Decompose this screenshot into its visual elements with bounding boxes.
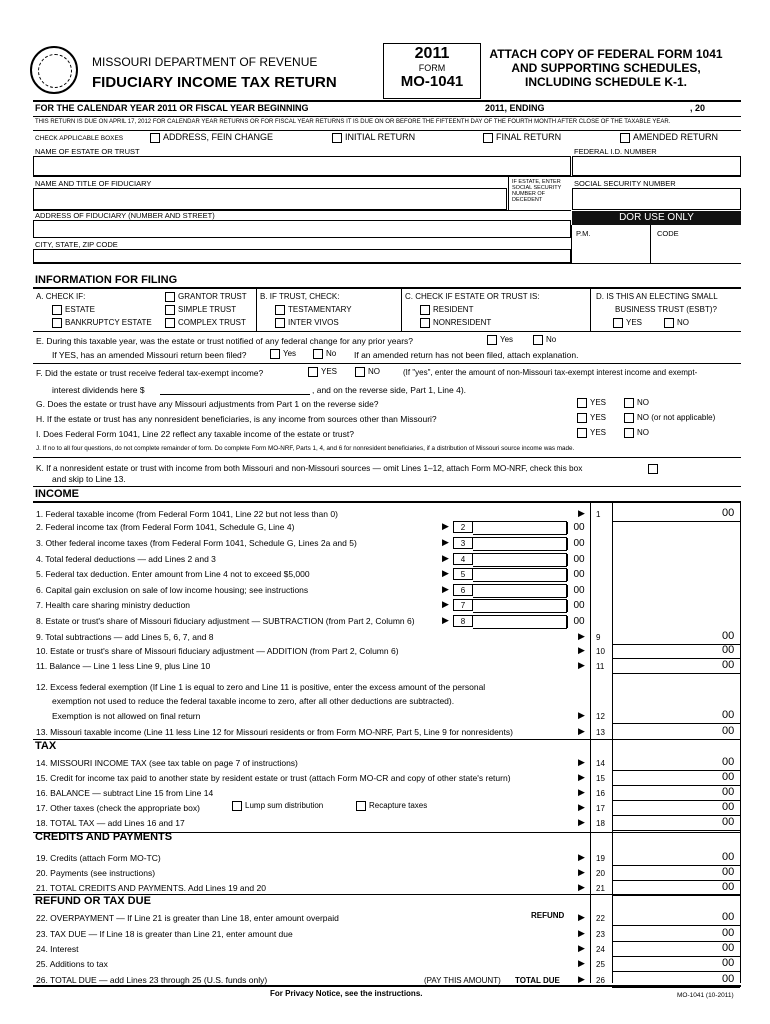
line-3-amount-field[interactable] — [473, 537, 567, 551]
resident-checkbox[interactable] — [420, 305, 473, 315]
line-9-arrow-icon: ▶ — [578, 631, 585, 641]
line-1-number: 1 — [596, 510, 601, 519]
line-18-number: 18 — [596, 819, 605, 828]
line-26-text: 26. TOTAL DUE — add Lines 23 through 25 (U.S. funds only) — [36, 975, 268, 985]
e2-no-checkbox[interactable] — [313, 349, 336, 359]
amended-return-label: AMENDED RETURN — [633, 132, 719, 142]
f-no-label: NO — [368, 367, 380, 377]
line-20-number: 20 — [596, 869, 605, 878]
line-13-text: 13. Missouri taxable income (Line 11 less Line 12 for Missouri residents or from Form MO-NRF, Part 5, Line 9 for nonresidents) — [36, 727, 513, 737]
f-yes-checkbox[interactable] — [308, 367, 337, 377]
initial-return-label: INITIAL RETURN — [345, 132, 416, 142]
g-yes-label: YES — [590, 398, 607, 408]
line-24-number: 24 — [596, 945, 605, 954]
form-label: FORM — [418, 63, 446, 73]
line-12-text-a: 12. Excess federal exemption (If Line 1 is equal to zero and Line 11 is positive, enter the excess amount of the personal — [36, 682, 486, 692]
f-yes-label: YES — [321, 367, 338, 377]
line-26-cents: 00 — [722, 973, 735, 985]
attach-notice — [486, 47, 726, 89]
line-25-arrow-icon: ▶ — [578, 958, 585, 968]
h-yes-label: YES — [590, 413, 607, 423]
line-3-number: 3 — [453, 537, 473, 549]
line-2-amount-field[interactable] — [473, 521, 567, 535]
line-9-cents: 00 — [722, 630, 735, 642]
line-4-arrow-icon: ▶ — [442, 553, 449, 563]
estate-label: ESTATE — [65, 305, 95, 315]
i-no-label: NO — [637, 428, 649, 438]
line-23-cents: 00 — [722, 927, 735, 939]
line-14-arrow-icon: ▶ — [578, 757, 585, 767]
question-f-reverse: , and on the reverse side, Part 1, Line 4). — [312, 385, 467, 395]
privacy-notice: For Privacy Notice, see the instructions. — [270, 989, 423, 998]
line-22-arrow-icon: ▶ — [578, 912, 585, 922]
testamentary-checkbox[interactable] — [275, 305, 352, 315]
line-14-number: 14 — [596, 759, 605, 768]
line-17-text: 17. Other taxes (check the appropriate box) — [36, 803, 200, 813]
esbt-yes-checkbox[interactable] — [613, 318, 642, 328]
city-field[interactable] — [33, 249, 571, 263]
final-return-checkbox[interactable] — [483, 132, 561, 143]
form-year: 2011 — [414, 45, 450, 62]
line-1-cents: 00 — [722, 507, 735, 519]
e-no-label: No — [546, 335, 557, 345]
lump-sum-checkbox[interactable] — [232, 801, 323, 811]
recapture-checkbox[interactable] — [356, 801, 427, 811]
attach-line-3: INCLUDING SCHEDULE K-1. — [524, 75, 687, 89]
fiduciary-label: NAME AND TITLE OF FIDUCIARY — [35, 179, 152, 188]
line-5-amount-field[interactable] — [473, 568, 567, 582]
line-7-arrow-icon: ▶ — [442, 599, 449, 609]
line-1-text: 1. Federal taxable income (from Federal Form 1041, Line 22 but not less than 0) — [36, 509, 338, 519]
line-3-arrow-icon: ▶ — [442, 537, 449, 547]
line-16-amount-field[interactable] — [612, 800, 740, 801]
inter-vivos-label: INTER VIVOS — [288, 318, 339, 328]
line-22-text: 22. OVERPAYMENT — If Line 21 is greater than Line 18, enter amount overpaid — [36, 913, 339, 923]
estate-checkbox[interactable] — [52, 305, 95, 315]
line-12-text: Exemption is not allowed on final return — [52, 711, 201, 721]
form-id-box — [383, 43, 481, 99]
ending-year-label: , 20 — [690, 103, 706, 113]
recapture-label: Recapture taxes — [369, 801, 428, 811]
city-label: CITY, STATE, ZIP CODE — [35, 240, 118, 249]
line-15-amount-field[interactable] — [612, 785, 740, 786]
line-12-text-b: exemption not used to reduce the federal taxable income to zero, after all other deductions are subtracted). — [52, 696, 455, 706]
line-11-number: 11 — [596, 662, 605, 671]
line-17-cents: 00 — [722, 801, 735, 813]
line-7-text: 7. Health care sharing ministry deduction — [36, 600, 191, 610]
line-11-cents: 00 — [722, 659, 735, 671]
line-10-cents: 00 — [722, 644, 735, 656]
line-11-text: 11. Balance — Line 1 less Line 9, plus Line 10 — [36, 661, 211, 671]
refund-label: REFUND — [531, 911, 565, 920]
fein-label: FEDERAL I.D. NUMBER — [574, 147, 657, 156]
line-7-number: 7 — [453, 599, 473, 611]
check-applicable-label: CHECK APPLICABLE BOXES — [35, 135, 124, 142]
form-number: MO-1041 — [400, 73, 464, 90]
question-g: G. Does the estate or trust have any Missouri adjustments from Part 1 on the reverse side? — [36, 399, 379, 409]
line-2-cents: 00 — [567, 522, 590, 534]
line-13-cents: 00 — [722, 725, 735, 737]
line-22-amount-field[interactable] — [612, 925, 740, 926]
amended-explanation: If an amended return has not been filed, attach explanation. — [354, 350, 579, 360]
amended-return-checkbox[interactable] — [620, 132, 718, 143]
a-label: A. CHECK IF: — [36, 292, 86, 301]
complex-label: COMPLEX TRUST — [178, 318, 246, 328]
line-23-arrow-icon: ▶ — [578, 928, 585, 938]
address-field[interactable] — [33, 220, 571, 238]
info-heading: INFORMATION FOR FILING — [35, 274, 178, 286]
address-fein-checkbox[interactable] — [150, 132, 273, 143]
line-1-arrow-icon: ▶ — [578, 508, 585, 518]
line-23-number: 23 — [596, 930, 605, 939]
ssn-label: SOCIAL SECURITY NUMBER — [574, 179, 676, 188]
line-21-text: 21. TOTAL CREDITS AND PAYMENTS. Add Lines 19 and 20 — [36, 883, 266, 893]
credits-heading: CREDITS AND PAYMENTS — [35, 831, 173, 843]
dor-use-only-banner: DOR USE ONLY — [572, 211, 741, 225]
question-f-amount-label: interest dividends here $ — [52, 385, 145, 395]
line-15-text: 15. Credit for income tax paid to another state by resident estate or trust (attach Form MO-CR and copy of other state's return) — [36, 773, 511, 783]
form-title: FIDUCIARY INCOME TAX RETURN — [92, 74, 337, 91]
tax-exempt-amount-field[interactable] — [160, 394, 310, 395]
state-seal — [30, 46, 78, 94]
testamentary-label: TESTAMENTARY — [288, 305, 352, 315]
form-version: MO-1041 (10-2011) — [677, 992, 734, 999]
line-19-number: 19 — [596, 854, 605, 863]
estate-name-label: NAME OF ESTATE OR TRUST — [35, 147, 140, 156]
refund-heading: REFUND OR TAX DUE — [35, 895, 151, 907]
line-10-amount-field[interactable] — [612, 658, 740, 659]
line-20-cents: 00 — [722, 866, 735, 878]
income-heading: INCOME — [35, 488, 79, 500]
nonresident-checkbox[interactable] — [420, 318, 491, 328]
line-3-text: 3. Other federal income taxes (from Federal Form 1041, Schedule G, Lines 2a and 5) — [36, 538, 357, 548]
line-13-arrow-icon: ▶ — [578, 726, 585, 736]
line-4-text: 4. Total federal deductions — add Lines 2 and 3 — [36, 554, 216, 564]
line-17-amount-field[interactable] — [612, 815, 740, 816]
pay-this-amount: (PAY THIS AMOUNT) — [424, 976, 501, 985]
calendar-year-label: FOR THE CALENDAR YEAR 2011 OR FISCAL YEAR BEGINNING — [35, 103, 309, 113]
line-8-text: 8. Estate or trust's share of Missouri fiduciary adjustment — SUBTRACTION (from Part 2, Column 6) — [36, 616, 415, 626]
h-no-label: NO (or not applicable) — [637, 413, 716, 423]
line-4-number: 4 — [453, 553, 473, 565]
e2-no-label: No — [326, 349, 337, 359]
e-yes-label: Yes — [500, 335, 514, 345]
line-14-text: 14. MISSOURI INCOME TAX (see tax table on page 7 of instructions) — [36, 758, 298, 768]
line-22-cents: 00 — [722, 911, 735, 923]
line-24-amount-field[interactable] — [612, 956, 740, 957]
line-19-amount-field[interactable] — [612, 865, 740, 866]
bankruptcy-label: BANKRUPTCY ESTATE — [65, 318, 152, 328]
line-26-amount-field[interactable] — [612, 987, 740, 988]
line-8-cents: 00 — [567, 616, 590, 628]
question-i: I. Does Federal Form 1041, Line 22 reflect any taxable income of the estate or trust? — [36, 429, 354, 439]
attach-line-2: AND SUPPORTING SCHEDULES, — [511, 61, 701, 75]
line-5-text: 5. Federal tax deduction. Enter amount from Line 4 not to exceed $5,000 — [36, 569, 310, 579]
question-e-amended: If YES, has an amended Missouri return been filed? — [52, 350, 247, 360]
line-6-number: 6 — [453, 584, 473, 596]
line-8-arrow-icon: ▶ — [442, 615, 449, 625]
line-15-cents: 00 — [722, 771, 735, 783]
h-no-checkbox[interactable] — [624, 413, 715, 423]
grantor-checkbox[interactable] — [165, 292, 247, 302]
line-23-text: 23. TAX DUE — If Line 18 is greater than Line 21, enter amount due — [36, 929, 293, 939]
esbt-no-label: NO — [677, 318, 689, 328]
line-17-number: 17 — [596, 804, 605, 813]
e2-yes-checkbox[interactable] — [270, 349, 296, 359]
ssn-field[interactable] — [572, 188, 741, 210]
nonresident-label: NONRESIDENT — [433, 318, 492, 328]
h-yes-checkbox[interactable] — [577, 413, 606, 423]
line-18-arrow-icon: ▶ — [578, 817, 585, 827]
line-2-text: 2. Federal income tax (from Federal Form 1041, Schedule G, Line 4) — [36, 522, 295, 532]
fein-field[interactable] — [572, 156, 741, 176]
line-9-number: 9 — [596, 633, 601, 642]
e2-yes-label: Yes — [283, 349, 297, 359]
line-24-cents: 00 — [722, 942, 735, 954]
simple-label: SIMPLE TRUST — [178, 305, 237, 315]
address-label: ADDRESS OF FIDUCIARY (NUMBER AND STREET) — [35, 211, 215, 220]
line-8-number: 8 — [453, 615, 473, 627]
question-f: F. Did the estate or trust receive federal tax-exempt income? — [36, 368, 264, 378]
line-15-number: 15 — [596, 774, 605, 783]
line-18-text: 18. TOTAL TAX — add Lines 16 and 17 — [36, 818, 185, 828]
question-h: H. If the estate or trust has any nonresident beneficiaries, is any income from sources other than Missouri? — [36, 414, 437, 424]
decedent-ssn-label: IF ESTATE, ENTER SOCIAL SECURITY NUMBER OF DECEDENT — [512, 179, 562, 203]
line-11-amount-field[interactable] — [612, 673, 740, 674]
line-7-amount-field[interactable] — [473, 599, 567, 613]
line-25-cents: 00 — [722, 957, 735, 969]
line-15-arrow-icon: ▶ — [578, 772, 585, 782]
resident-label: RESIDENT — [433, 305, 474, 315]
question-f-detail: (If "yes", enter the amount of non-Missouri tax-exempt interest income and exempt- — [403, 368, 698, 377]
line-7-cents: 00 — [567, 600, 590, 612]
line-21-number: 21 — [596, 884, 605, 893]
k-checkbox[interactable] — [648, 464, 658, 474]
line-1-amount-field[interactable] — [612, 521, 740, 522]
question-e: E. During this taxable year, was the estate or trust notified of any federal change for any prior years? — [36, 336, 414, 346]
initial-return-checkbox[interactable] — [332, 132, 415, 143]
line-16-cents: 00 — [722, 786, 735, 798]
line-5-cents: 00 — [567, 569, 590, 581]
line-12-amount-field[interactable] — [612, 723, 740, 724]
line-25-text: 25. Additions to tax — [36, 959, 108, 969]
i-yes-label: YES — [590, 428, 607, 438]
f-no-checkbox[interactable] — [355, 367, 380, 377]
d-label-2: BUSINESS TRUST (ESBT)? — [615, 305, 717, 314]
fiduciary-field[interactable] — [33, 188, 507, 210]
line-16-arrow-icon: ▶ — [578, 787, 585, 797]
pm-label: P.M. — [576, 229, 591, 238]
line-18-cents: 00 — [722, 816, 735, 828]
line-19-arrow-icon: ▶ — [578, 852, 585, 862]
d-label: D. IS THIS AN ELECTING SMALL — [596, 292, 718, 301]
department-name: MISSOURI DEPARTMENT OF REVENUE — [92, 55, 318, 69]
line-12-number: 12 — [596, 712, 605, 721]
code-label: CODE — [657, 229, 679, 238]
grantor-label: GRANTOR TRUST — [178, 292, 247, 302]
question-k-skip: and skip to Line 13. — [52, 474, 126, 484]
line-8-amount-field[interactable] — [473, 615, 567, 629]
line-20-text: 20. Payments (see instructions) — [36, 868, 156, 878]
line-21-cents: 00 — [722, 881, 735, 893]
line-6-text: 6. Capital gain exclusion on sale of low income housing; see instructions — [36, 585, 309, 595]
address-fein-label: ADDRESS, FEIN CHANGE — [163, 132, 274, 142]
line-2-number: 2 — [453, 521, 473, 533]
final-return-label: FINAL RETURN — [496, 132, 562, 142]
line-25-amount-field[interactable] — [612, 971, 740, 972]
simple-checkbox[interactable] — [165, 305, 236, 315]
tax-heading: TAX — [35, 740, 57, 752]
line-25-number: 25 — [596, 960, 605, 969]
i-yes-checkbox[interactable] — [577, 428, 606, 438]
line-5-number: 5 — [453, 568, 473, 580]
e-yes-checkbox[interactable] — [487, 335, 513, 345]
line-21-arrow-icon: ▶ — [578, 882, 585, 892]
line-2-arrow-icon: ▶ — [442, 521, 449, 531]
lump-sum-label: Lump sum distribution — [245, 801, 324, 811]
bankruptcy-checkbox[interactable] — [52, 318, 152, 328]
g-yes-checkbox[interactable] — [577, 398, 606, 408]
g-no-checkbox[interactable] — [624, 398, 649, 408]
inter-vivos-checkbox[interactable] — [275, 318, 339, 328]
g-no-label: NO — [637, 398, 649, 408]
line-26-number: 26 — [596, 976, 605, 985]
line-24-arrow-icon: ▶ — [578, 943, 585, 953]
line-20-arrow-icon: ▶ — [578, 867, 585, 877]
line-5-arrow-icon: ▶ — [442, 568, 449, 578]
line-6-amount-field[interactable] — [473, 584, 567, 598]
line-12-cents: 00 — [722, 709, 735, 721]
line-4-cents: 00 — [567, 554, 590, 566]
line-9-text: 9. Total subtractions — add Lines 5, 6, 7, and 8 — [36, 632, 214, 642]
line-12-arrow-icon: ▶ — [578, 710, 585, 720]
b-label: B. IF TRUST, CHECK: — [260, 292, 340, 301]
line-16-text: 16. BALANCE — subtract Line 15 from Line 14 — [36, 788, 214, 798]
line-19-cents: 00 — [722, 851, 735, 863]
line-14-cents: 00 — [722, 756, 735, 768]
line-4-amount-field[interactable] — [473, 553, 567, 567]
total-due-label: TOTAL DUE — [515, 976, 560, 985]
question-j: J. If no to all four questions, do not complete remainder of form. Do complete Form MO-NRF, Parts 1, 4, and 6 for nonresident beneficiaries, if a distribution of Missouri source income was made. — [36, 445, 575, 452]
line-11-arrow-icon: ▶ — [578, 660, 585, 670]
line-17-arrow-icon: ▶ — [578, 802, 585, 812]
c-label: C. CHECK IF ESTATE OR TRUST IS: — [405, 292, 540, 301]
line-19-text: 19. Credits (attach Form MO-TC) — [36, 853, 161, 863]
line-10-text: 10. Estate or trust's share of Missouri fiduciary adjustment — ADDITION (from Part 2, Column 6) — [36, 646, 399, 656]
question-k: K. If a nonresident estate or trust with income from both Missouri and non-Missouri sources — omit Lines 1–12, attach Form MO-NRF, check this box — [36, 463, 583, 473]
ending-label: 2011, ENDING — [485, 103, 545, 113]
line-20-amount-field[interactable] — [612, 880, 740, 881]
line-9-amount-field[interactable] — [612, 644, 740, 645]
e-no-checkbox[interactable] — [533, 335, 556, 345]
due-notice: THIS RETURN IS DUE ON APRIL 17, 2012 FOR CALENDAR YEAR RETURNS OR FOR FISCAL YEAR RETURNS IT IS DUE ON OR BEFORE THE FIFTEENTH DAY OF THE FOURTH MONTH AFTER CLOSE OF THE TAXABLE YEAR. — [35, 119, 671, 125]
attach-line-1: ATTACH COPY OF FEDERAL FORM 1041 — [489, 47, 723, 61]
line-6-cents: 00 — [567, 585, 590, 597]
line-24-text: 24. Interest — [36, 944, 79, 954]
line-6-arrow-icon: ▶ — [442, 584, 449, 594]
line-10-number: 10 — [596, 647, 605, 656]
i-no-checkbox[interactable] — [624, 428, 649, 438]
complex-checkbox[interactable] — [165, 318, 246, 328]
estate-name-field[interactable] — [33, 156, 571, 176]
line-16-number: 16 — [596, 789, 605, 798]
line-22-number: 22 — [596, 914, 605, 923]
esbt-no-checkbox[interactable] — [664, 318, 689, 328]
line-23-amount-field[interactable] — [612, 941, 740, 942]
line-10-arrow-icon: ▶ — [578, 645, 585, 655]
line-14-amount-field[interactable] — [612, 770, 740, 771]
line-26-arrow-icon: ▶ — [578, 974, 585, 984]
esbt-yes-label: YES — [626, 318, 643, 328]
line-3-cents: 00 — [567, 538, 590, 550]
line-13-number: 13 — [596, 728, 605, 737]
